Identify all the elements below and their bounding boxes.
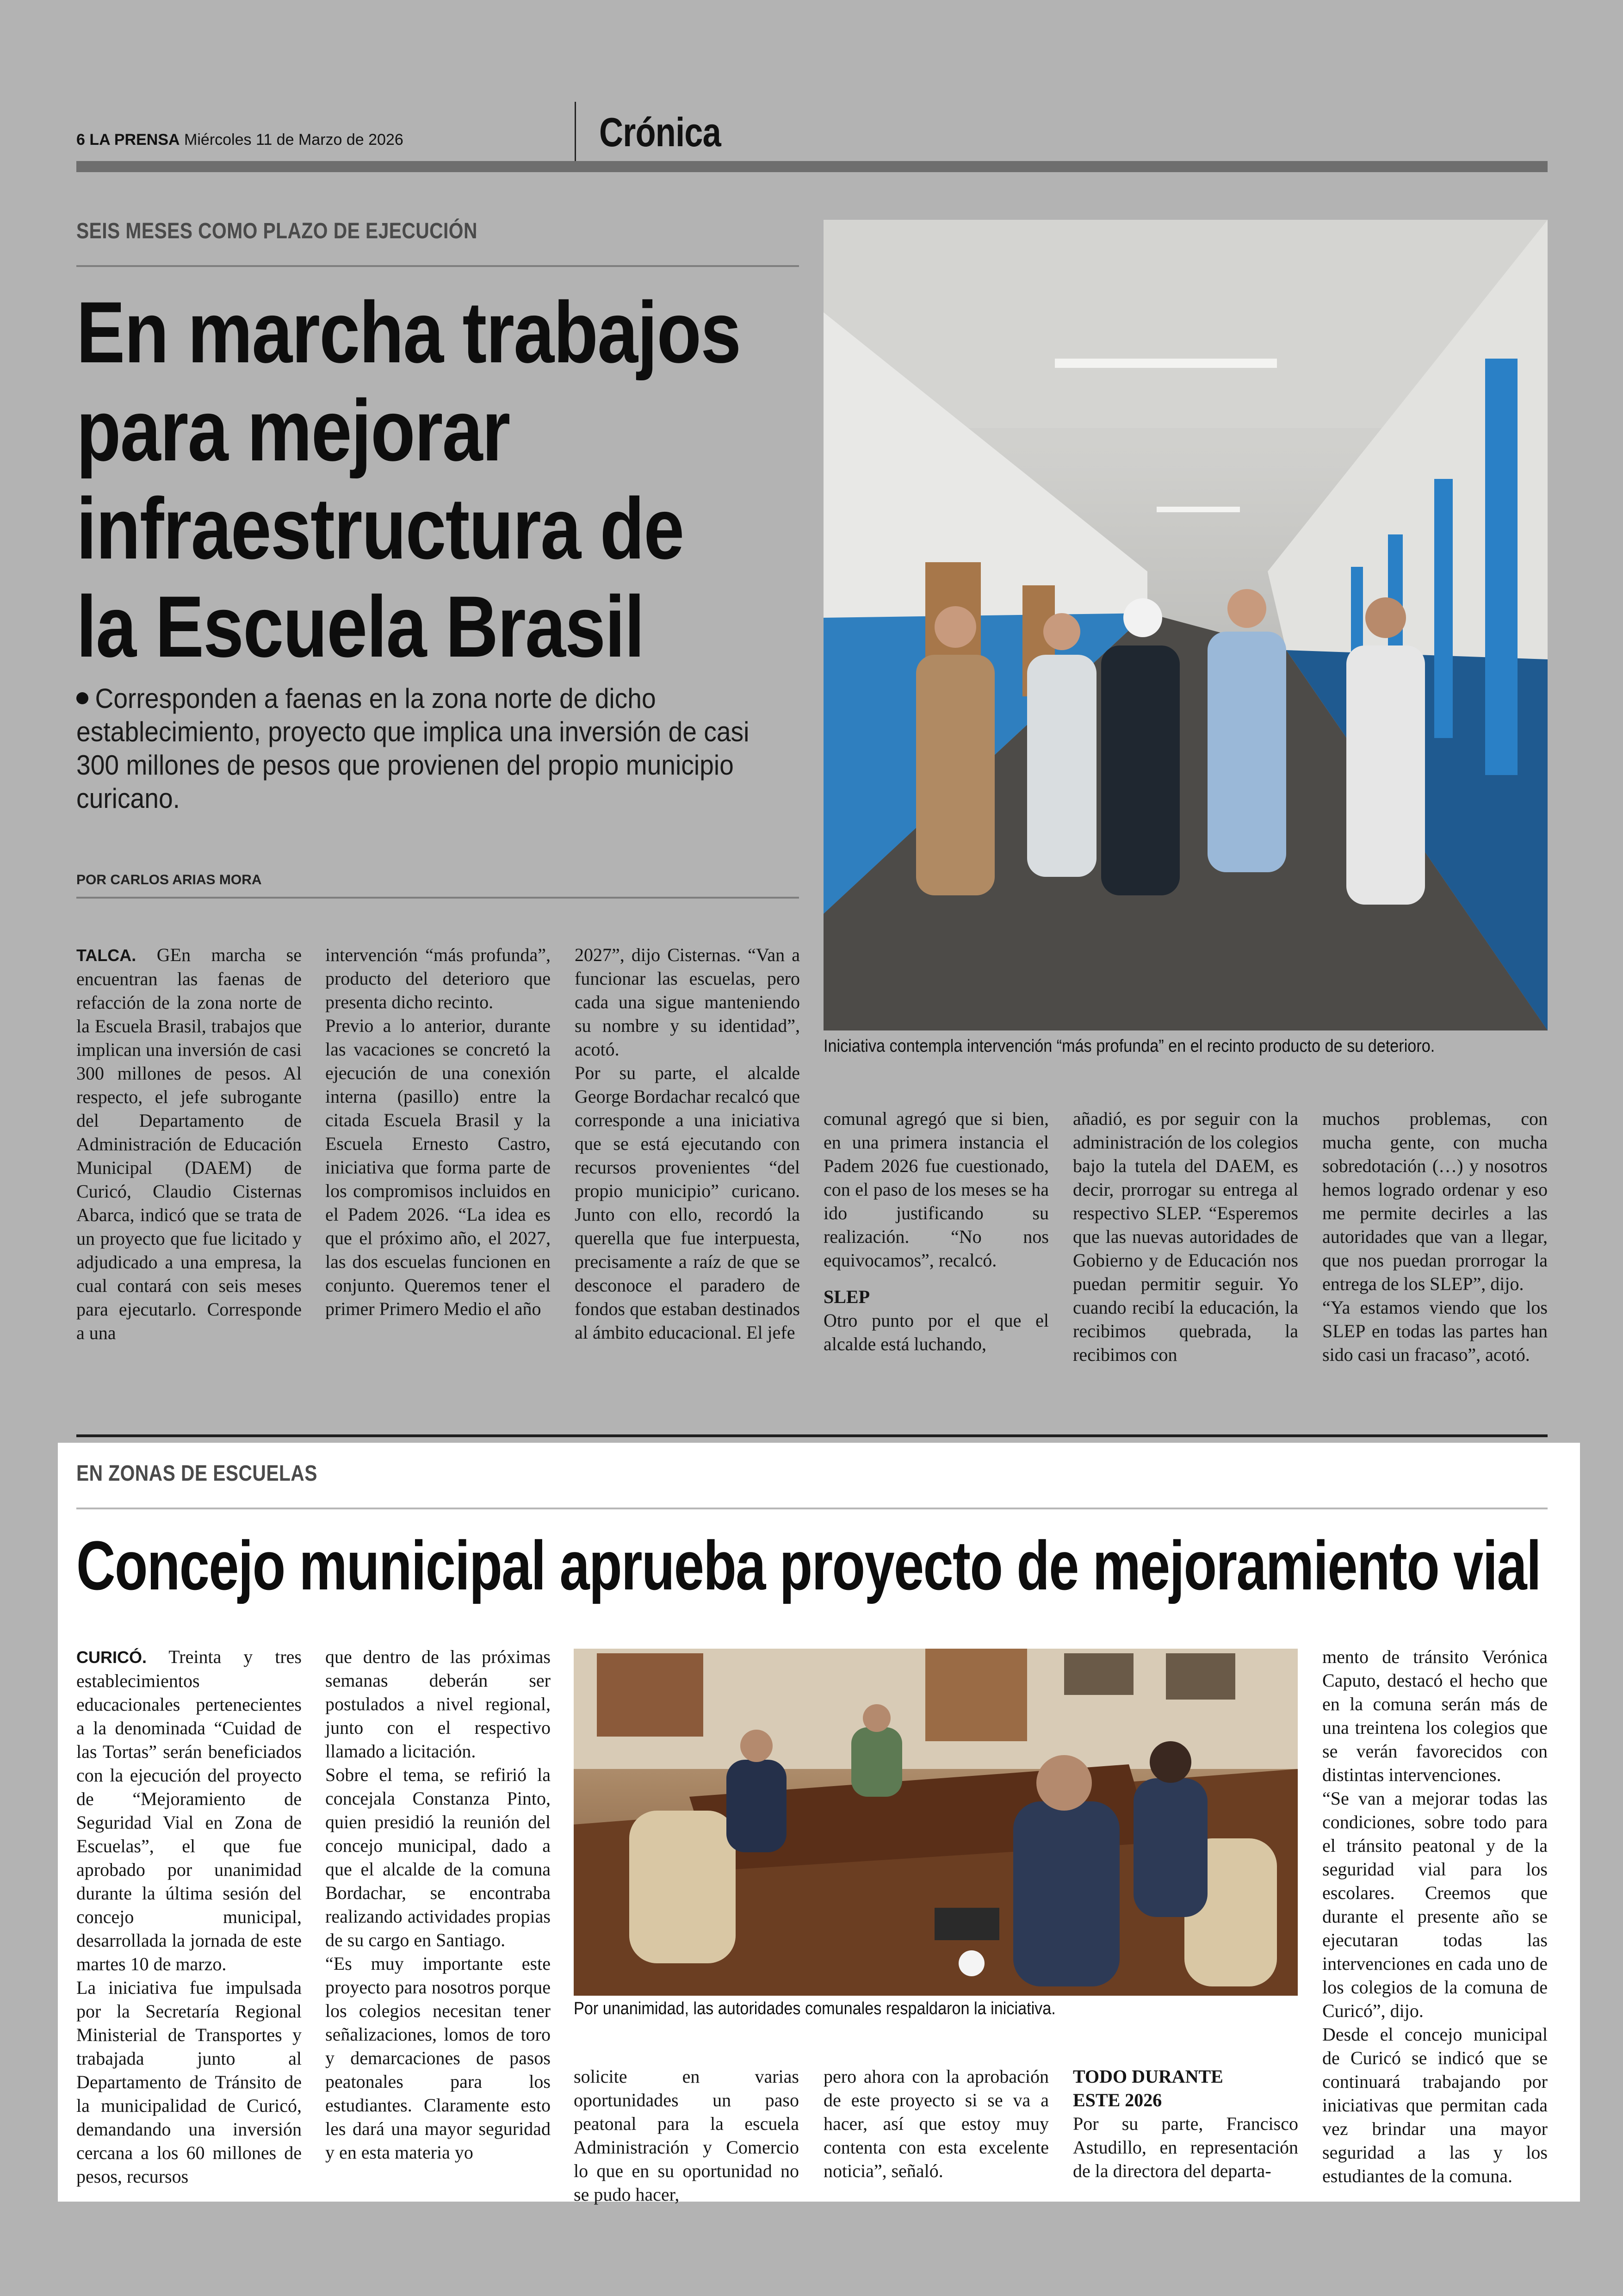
article1-deck: Corresponden a faenas en la zona norte de dicho establecimiento, proyecto que implica una inversión de casi 300 millones de pesos que provienen del propio municipio curicano. <box>76 683 750 814</box>
section-title: Crónica <box>599 109 721 155</box>
column-text: Por su parte, Francisco Astudillo, en representación de la directora del departa- <box>1073 2113 1298 2181</box>
council-session-photo <box>574 1649 1298 1996</box>
article1-column-6: muchos problemas, con mucha gente, con mucha sobredotación (…) y nosotros hemos logrado ordenar y eso me permite decirles a las autoridades que van a llegar, que nos puedan prorrogar la entrega de los SLEP”, dijo. “Ya estamos viendo que los SLEP en todas las partes han sido casi un fracaso”, acotó. <box>1322 1108 1548 1365</box>
article2-column-4: pero ahora con la aprobación de este proyecto si se va a hacer, así que estoy muy contenta con esta excelente noticia”, señaló. <box>824 2066 1049 2181</box>
council-illustration <box>574 1649 1298 1996</box>
header-divider <box>575 102 576 162</box>
page-number: 6 <box>76 131 85 149</box>
article2-column-3: solicite en varias oportunidades un paso peatonal para la escuela Administración y Comercio lo que en su oportunidad no se pudo hacer, <box>574 2066 799 2205</box>
issue-date: Miércoles 11 de Marzo de 2026 <box>184 131 403 149</box>
headline-line: En marcha trabajos <box>76 284 741 381</box>
kicker-rule <box>76 265 799 267</box>
subheading-slep: SLEP <box>824 1286 870 1307</box>
article1-kicker: SEIS MESES COMO PLAZO DE EJECUCIÓN <box>76 219 477 243</box>
article2-column-2: que dentro de las próximas semanas deberán ser postulados a nivel regional, junto con el respectivo llamado a licitación. Sobre el tema, se refirió la concejala Constanza Pinto, quien presidió la reunión del concejo municipal, dado a que el alcalde de la comuna Bordachar, se encontraba realizando actividades propias de su cargo en Santiago. “Es muy importante este proyecto para nosotros porque los colegios necesitan tener señalizaciones, lomos de toro y demarcaciones de pasos peatonales para los estudiantes. Claramente esto les dará una mayor seguridad y en esta materia yo <box>325 1646 551 2163</box>
article1-column-4 <box>824 1107 1049 1356</box>
article2-column-5 <box>1073 2065 1298 2183</box>
column-text: Treinta y tres establecimientos educacionales pertenecientes a la denominada “Cuidad de las Tortas” serán beneficiados con la ejecución del proyecto de “Mejoramiento de Seguridad Vial en Zona de Escuelas”, el que fue aprobado por unanimidad durante la última sesión del concejo municipal, desarrollada la jornada de este martes 10 de marzo. La iniciativa fue impulsada por la Secretaría Regional Ministerial de Transportes y trabajada junto al Departamento de Tránsito de la municipalidad de Curicó, demandando una inversión cercana a los 60 millones de pesos, recursos <box>76 1646 302 2187</box>
article1-column-5: añadió, es por seguir con la administración de los colegios bajo la tutela del DAEM, es decir, prorrogar su entrega al respectivo SLEP. “Esperemos que las nuevas autoridades de Gobierno y de Educación nos puedan permitir seguir. Yo cuando recibí la educación, la recibimos quebrada, la recibimos con <box>1073 1108 1298 1365</box>
article2-kicker: EN ZONAS DE ESCUELAS <box>76 1461 317 1486</box>
article1-headline <box>76 283 740 676</box>
dateline-city: CURICÓ. <box>76 1648 147 1667</box>
kicker-rule <box>76 1508 1548 1509</box>
page-header-info <box>76 131 403 149</box>
hallway-inspection-photo <box>824 220 1548 1030</box>
article2-headline: Concejo municipal aprueba proyecto de mejoramiento vial <box>76 1527 1541 1604</box>
article-divider <box>76 1434 1548 1437</box>
hallway-illustration <box>824 220 1548 1030</box>
article1-column-1 <box>76 943 302 1345</box>
headline-line: infraestructura de <box>76 480 684 577</box>
column-text: GEn marcha se encuentran las faenas de refacción de la zona norte de la Escuela Brasil, trabajos que implican una inversión de casi 300 millones de pesos. Al respecto, el jefe subrogante del Departamento de Administración de Educación Municipal (DAEM) de Curicó, Claudio Cisternas Abarca, indicó que se trata de un proyecto que fue licitado y adjudicado a una empresa, la cual contará con seis meses para ejecutarlo. Corresponde a una <box>76 944 302 1343</box>
article2-photo-caption: Por unanimidad, las autoridades comunales respaldaron la iniciativa. <box>574 1999 1056 2018</box>
paper-name: LA PRENSA <box>89 131 180 149</box>
header-bar <box>76 161 1548 172</box>
byline-rule <box>76 897 799 899</box>
article1-photo-caption: Iniciativa contempla intervención “más profunda” en el recinto producto de su deterioro. <box>824 1036 1435 1056</box>
article2-column-1 <box>76 1645 302 2188</box>
article2-column-6: mento de tránsito Verónica Caputo, destacó el hecho que en la comuna serán más de una treintena los colegios que se verán favorecidos con distintas intervenciones. “Se van a mejorar todas las condiciones, sobre todo para el tránsito peatonal y de la seguridad vial para los escolares. Creemos que durante el presente año se ejecutaran todas las intervenciones en cada uno de los colegios de la comuna de Curicó”, dijo. Desde el concejo municipal de Curicó se indicó que se continuará trabajando por iniciativas que permitan cada vez brindar una mayor seguridad a las y los estudiantes de la comuna. <box>1322 1646 1548 2186</box>
headline-line: la Escuela Brasil <box>76 578 644 675</box>
article1-byline: POR CARLOS ARIAS MORA <box>76 872 262 887</box>
article1-column-3: 2027”, dijo Cisternas. “Van a funcionar las escuelas, pero cada una sigue manteniendo su nombre y su identidad”, acotó. Por su parte, el alcalde George Bordachar recalcó que corresponde a una iniciativa que se está ejecutando con recursos provenientes “del propio municipio” curicano. Junto con ello, recordó la querella que fue interpuesta, precisamente a raíz de que se desconoce el paradero de fondos que estaban destinados al ámbito educacional. El jefe <box>575 944 800 1343</box>
article1-column-2: intervención “más profunda”, producto del deterioro que presenta dicho recinto. Previo a lo anterior, durante las vacaciones se concretó la ejecución de una conexión interna (pasillo) entre la citada Escuela Brasil y la Escuela Ernesto Castro, iniciativa que forma parte de los compromisos incluidos en el Padem 2026. “La idea es que el próximo año, el 2027, las dos escuelas funcionen en conjunto. Queremos tener el primer Primero Medio el año <box>325 944 551 1319</box>
headline-line: para mejorar <box>76 382 510 479</box>
column-text: comunal agregó que si bien, en una primera instancia el Padem 2026 fue cuestionado, con el paso de los meses se ha ido justificando su realización. “No nos equivocamos”, recalcó. <box>824 1108 1049 1271</box>
dateline-city: TALCA. <box>76 946 136 965</box>
column-text: Otro punto por el que el alcalde está luchando, <box>824 1310 1049 1354</box>
subheading-todo-2026: TODO DURANTE ESTE 2026 <box>1073 2066 1223 2110</box>
